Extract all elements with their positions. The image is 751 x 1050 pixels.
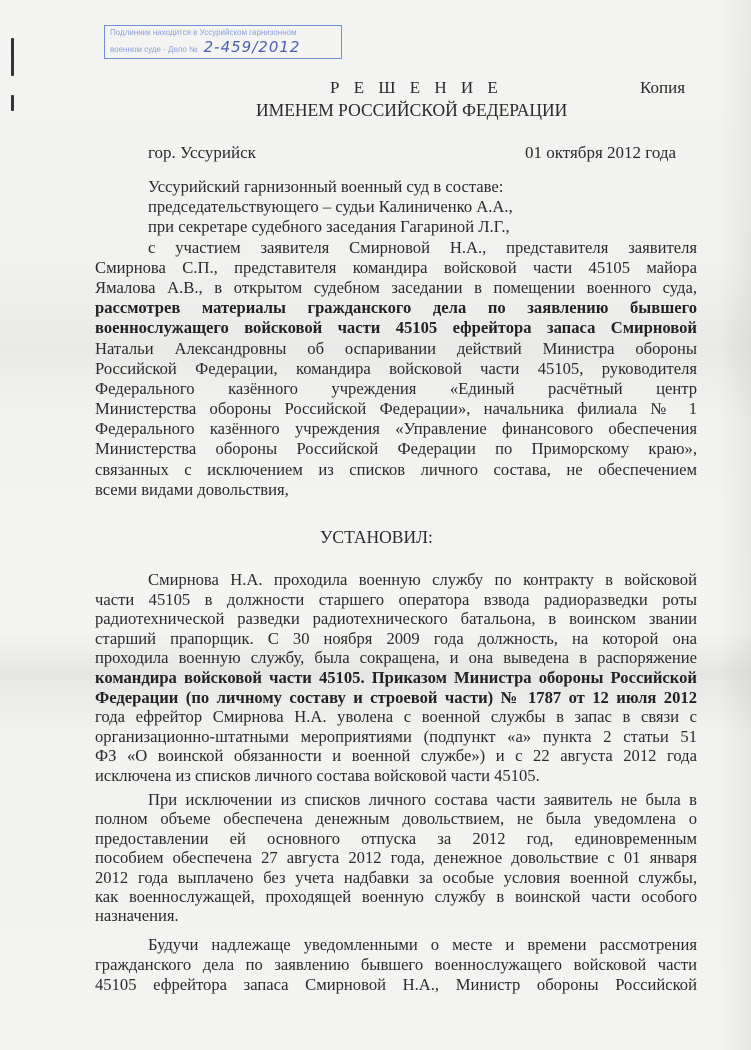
text-line: всеми видами довольствия, xyxy=(95,479,289,499)
court-stamp xyxy=(104,25,342,59)
text-line: Федерального казённого учреждения «Единый расчётный центр xyxy=(95,378,697,398)
city: гор. Уссурийск xyxy=(148,143,256,162)
document-date: 01 октября 2012 года xyxy=(525,143,677,162)
text-line: проходила военную службу, была сокращена, и она выведена в распоряжение xyxy=(95,648,697,668)
service-paragraph xyxy=(95,570,697,786)
exclusion-paragraph xyxy=(95,790,697,926)
text-line: старший прапорщик. С 30 ноября 2009 года должность, на которой она xyxy=(95,628,697,648)
text-line: гражданского дела по заявлению бывшего военнослужащего войсковой части xyxy=(95,955,697,974)
document-subtitle: ИМЕНЕМ РОССИЙСКОЙ ФЕДЕРАЦИИ xyxy=(256,100,568,120)
text-line: Федерации (по личному составу и строевой части) № 1787 от 12 июля 2012 xyxy=(95,687,697,707)
text-line: командира войсковой части 45105. Приказом Министра обороны Российской xyxy=(95,667,697,687)
text-line: при секретаре судебного заседания Гагариной Л.Г., xyxy=(148,217,510,237)
text-line: Федерального казённого учреждения «Управление финансового обеспечения xyxy=(95,419,697,439)
established-heading: УСТАНОВИЛ: xyxy=(320,527,433,547)
copy-mark: Копия xyxy=(640,78,686,97)
text-line: 45105 ефрейтора запаса Смирновой Н.А., Министр обороны Российской xyxy=(95,975,697,994)
text-line: Смирнова Н.А. проходила военную службу по контракту в войсковой xyxy=(148,570,697,589)
text-line: как военнослужащей, проходящей военную службу в воинской части особого xyxy=(95,886,697,906)
text-line: назначения. xyxy=(95,906,179,926)
text-line: части 45105 в должности старшего оператора взвода радиоразведки роты xyxy=(95,589,697,609)
text-line: Смирнова С.П., представителя командира войсковой части 45105 майора xyxy=(95,257,697,277)
stamp-text-line1: Подлинник находится в Уссурийском гарнизонном xyxy=(110,28,297,37)
text-line: 2012 года выплачено без учета надбавки за особые условия военной службы, xyxy=(95,867,697,887)
text-line: Натальи Александровны об оспаривании действий Министра обороны xyxy=(95,338,697,358)
text-line: исключена из списков личного состава войсковой части 45105. xyxy=(95,765,540,785)
text-line: Министерства обороны Российской Федерации по Приморскому краю», xyxy=(95,439,697,459)
text-line: Уссурийский гарнизонный военный суд в составе: xyxy=(148,177,504,196)
text-line: организационно-штатными мероприятиями (подпункт «а» пункта 2 статьи 51 xyxy=(95,726,697,746)
text-line: Ямалова А.В., в открытом судебном заседании в помещении военного суда, xyxy=(95,277,697,297)
text-line: пособием обеспечена 27 августа 2012 года, денежное довольствие с 01 января xyxy=(95,848,697,868)
margin-mark xyxy=(11,38,14,76)
text-line: Министерства обороны Российской Федерации», начальника филиала № 1 xyxy=(95,399,697,419)
text-line: военнослужащего войсковой части 45105 ефрейтора запаса Смирновой xyxy=(95,318,697,338)
page-edge-shadow xyxy=(718,0,751,1050)
stamp-text-line2: военном суде - Дело № xyxy=(110,45,198,54)
notice-paragraph xyxy=(95,935,697,995)
margin-mark xyxy=(11,95,14,111)
text-line: предоставлении ей основного отпуска за 2012 год, единовременным xyxy=(95,828,697,848)
stamp-case-row xyxy=(110,38,336,56)
text-line: года ефрейтор Смирнова Н.А. уволена с военной службы в запас в связи с xyxy=(95,707,697,727)
text-line: рассмотрев материалы гражданского дела по заявлению бывшего xyxy=(95,298,697,318)
text-line: с участием заявителя Смирновой Н.А., представителя заявителя xyxy=(148,237,697,257)
document-title: Р Е Ш Е Н И Е xyxy=(330,78,503,97)
text-line: радиотехнической разведки радиотехнического батальона, в воинском звании xyxy=(95,609,697,629)
text-line: председательствующего – судьи Калиниченко А.А., xyxy=(148,197,513,217)
text-line: Будучи надлежаще уведомленными о месте и времени рассмотрения xyxy=(148,935,697,954)
stamp-case-number: 2-459/2012 xyxy=(203,38,301,56)
text-line: связанных с исключением из списков личного состава, не обеспечением xyxy=(95,459,697,479)
text-line: При исключении из списков личного состава части заявитель не была в xyxy=(148,790,697,809)
text-line: ФЗ «О воинской обязанности и военной службе») и с 22 августа 2012 года xyxy=(95,746,697,766)
text-line: Российской Федерации, командира войсковой части 45105, руководителя xyxy=(95,358,697,378)
text-line: полном объеме обеспечена денежным довольствием, не была уведомлена о xyxy=(95,809,697,829)
intro-paragraph xyxy=(95,177,697,500)
